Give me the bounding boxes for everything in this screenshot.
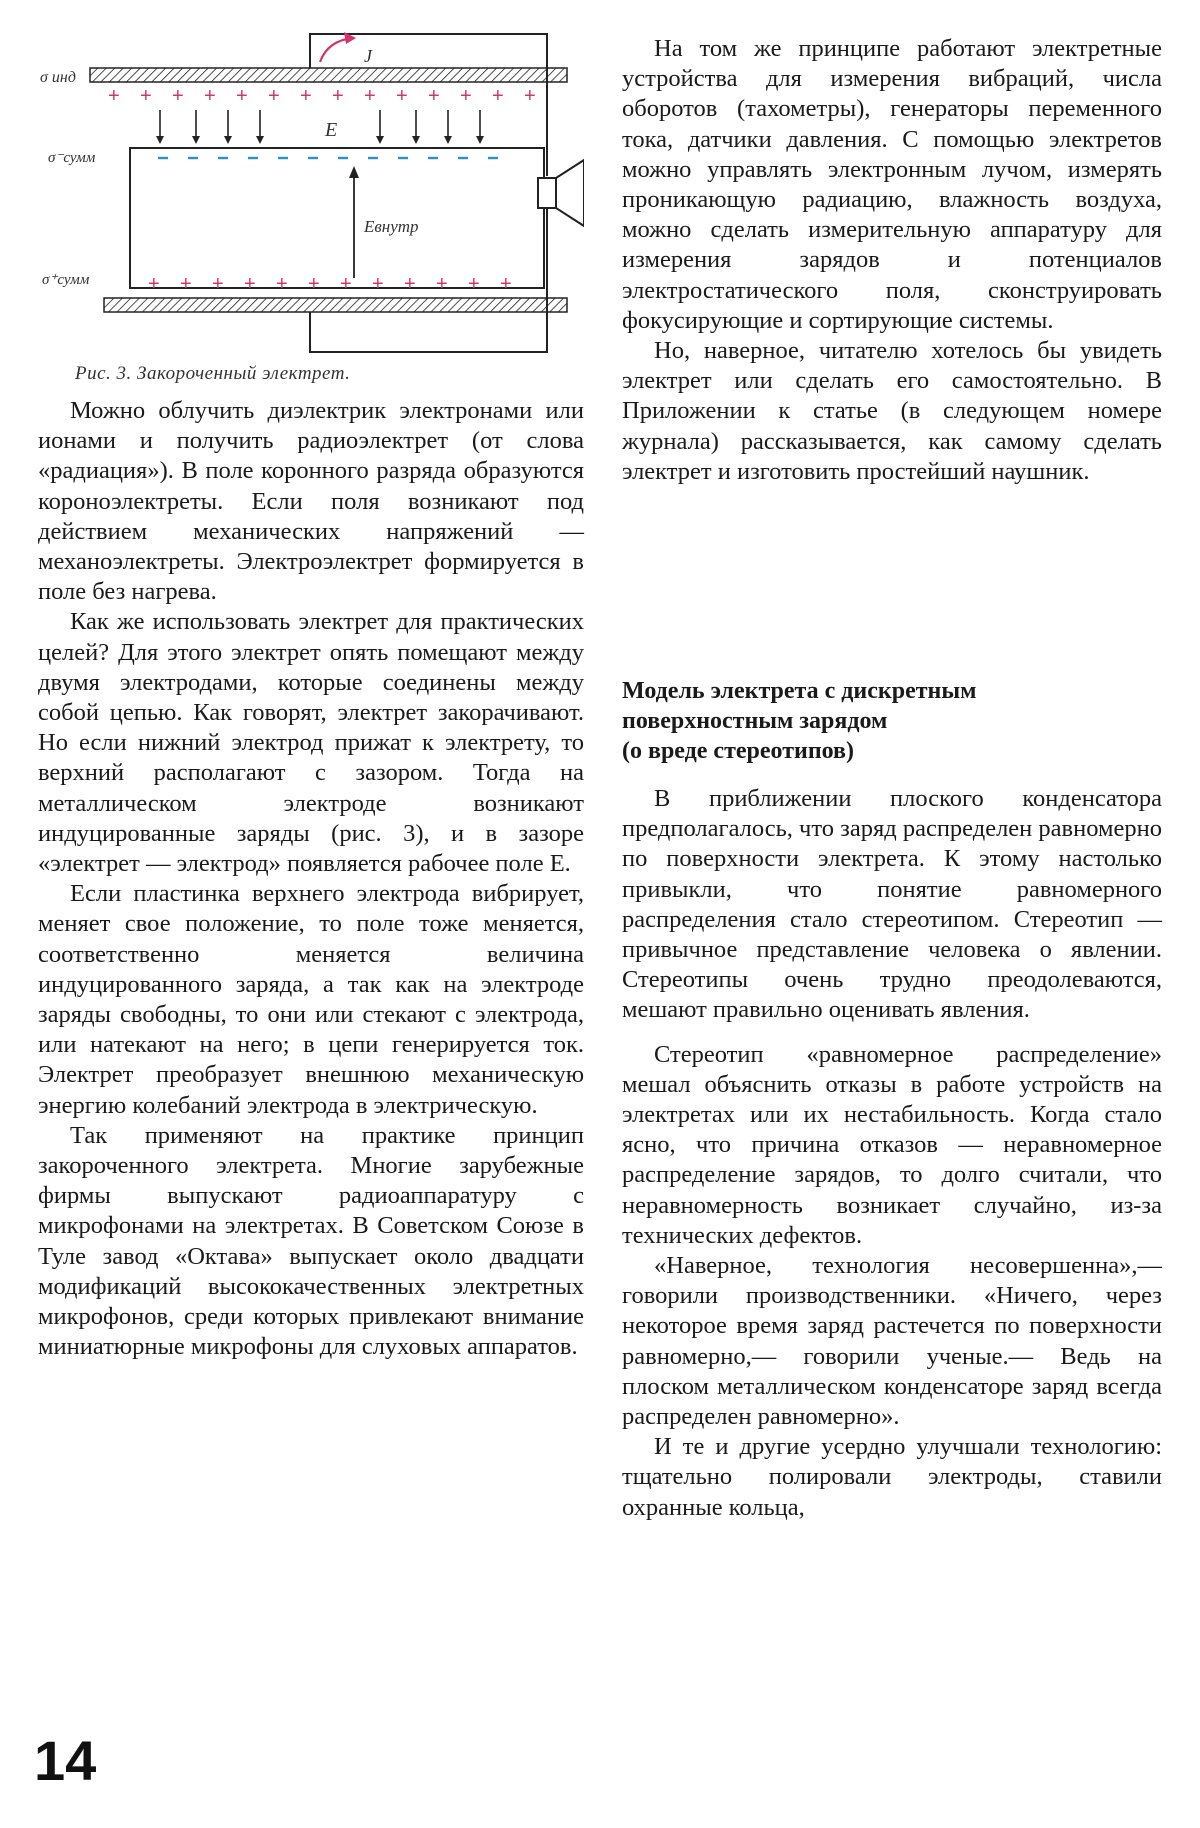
paragraph: В приближении плоского конденсатора предполагалось, что заряд распределен равномерно по поверхности электрета. К этому настолько привыкли, что понятие равномерного распределения стало стереотипом. Стереотип — привычное представление человека о явлении. Стереотипы очень трудно преодолеваются, мешают правильно оценивать явления. [622, 785, 1162, 1024]
svg-text:+: + [500, 273, 512, 295]
paragraph: На том же принципе работают электретные устройства для измерения вибраций, числа оборотов (тахометры), генераторы переменного тока, датчики давления. С помощью электретов можно управлять электронным лучом, измерять проникающую радиацию, влажность воздуха, можно сделать измерительную аппаратуру для измерения зарядов и потенциалов электростатического поля, сконструировать фокусирующие и сортирующие системы. [622, 35, 1162, 334]
paragraph: «Наверное, технология несовершенна»,— говорили производственники. «Ничего, через некоторое время заряд растечется по поверхности равномерно,— говорили ученые.— Ведь на плоском металлическом конденсаторе заряд всегда распределен равномерно». [622, 1252, 1162, 1431]
svg-text:+: + [428, 85, 440, 107]
svg-text:+: + [172, 85, 184, 107]
label-sigma-plus: σ⁺сумм [42, 272, 90, 288]
svg-text:+: + [308, 273, 320, 295]
left-column [38, 0, 584, 1361]
label-J: J [364, 46, 372, 66]
svg-text:+: + [212, 273, 224, 295]
figure-shorted-electret [38, 0, 584, 390]
paragraph: Так применяют на практике принцип закороченного электрета. Многие зарубежные фирмы выпускают радиоаппаратуру с микрофонами на электретах. В Советском Союзе в Туле завод «Октава» выпускает около двадцати модификаций высококачественных электретных микрофонов, среди которых привлекают внимание миниатюрные микрофоны для слуховых аппаратов. [38, 1121, 584, 1361]
paragraph: И те и другие усердно улучшали технологию: тщательно полировали электроды, ставили охранные кольца, [622, 1433, 1162, 1521]
label-E-inner: Eвнутр [364, 217, 419, 236]
heading-line: Модель электрета с дискретным [622, 678, 977, 704]
label-sigma-ind: σ инд [40, 69, 76, 86]
svg-text:+: + [140, 85, 152, 107]
paragraph: Как же использовать электрет для практических целей? Для этого электрет опять помещают между двумя электродами, которые соединены между собой цепью. Как говорят, электрет закорачивают. Но если нижний электрод прижат к электрету, то верхний располагают с зазором. Тогда на металлическом электроде возникают индуцированные заряды (рис. 3), и в зазоре «электрет — электрод» появляется рабочее поле E. [38, 608, 584, 878]
bottom-electrode [104, 298, 567, 312]
svg-text:+: + [332, 85, 344, 107]
svg-text:+: + [492, 85, 504, 107]
svg-text:+: + [460, 85, 472, 107]
induced-charges [108, 85, 536, 107]
svg-text:+: + [396, 85, 408, 107]
figure-caption: Рис. 3. Закороченный электрет. [75, 363, 351, 384]
svg-text:+: + [364, 85, 376, 107]
page-number: 14 [34, 1729, 97, 1792]
svg-text:+: + [468, 273, 480, 295]
label-E: E [325, 119, 338, 141]
field-arrows [160, 110, 480, 138]
right-text-top [622, 34, 1162, 487]
svg-text:+: + [340, 273, 352, 295]
svg-text:+: + [180, 273, 192, 295]
svg-text:+: + [148, 273, 160, 295]
paragraph: Но, наверное, читателю хотелось бы увидеть электрет или сделать его самостоятельно. В Приложении к статье (в следующем номере журнала) рассказывается, как самому сделать электрет и изготовить простейший наушник. [622, 337, 1162, 485]
paragraph: Стереотип «равномерное распределение» мешал объяснить отказы в работе устройств на электретах или их нестабильность. Когда стало ясно, что причина отказов — неравномерное распределение зарядов, то долго считали, что неравномерность возникает случайно, из-за технических дефектов. [622, 1040, 1162, 1249]
electret-body [130, 148, 544, 288]
svg-text:+: + [300, 85, 312, 107]
svg-text:+: + [108, 85, 120, 107]
section-heading [622, 676, 1162, 766]
svg-text:+: + [436, 273, 448, 295]
svg-text:+: + [236, 85, 248, 107]
svg-text:+: + [244, 273, 256, 295]
svg-text:+: + [204, 85, 216, 107]
paragraph: Можно облучить диэлектрик электронами или ионами и получить радиоэлектрет (от слова «радиация»). В поле коронного разряда образуются короноэлектреты. Если поля возникают под действием механических напряжений — механоэлектреты. Электроэлектрет формируется в поле без нагрева. [38, 397, 584, 606]
electret-diagram [38, 0, 584, 390]
heading-line: поверхностным зарядом [622, 708, 888, 734]
top-electrode [90, 68, 567, 82]
svg-text:+: + [372, 273, 384, 295]
left-text [38, 396, 584, 1363]
svg-text:+: + [276, 273, 288, 295]
svg-text:+: + [524, 85, 536, 107]
paragraph: Если пластинка верхнего электрода вибрирует, меняет свое положение, то поле тоже меняется, соответственно меняется величина индуцированного заряда, а так как на электроде заряды свободны, то они или стекают с электрода, или натекают на него; в цепи генерируется ток. Электрет преобразует внешнюю механическую энергию колебаний электрода в электрическую. [38, 880, 584, 1119]
label-sigma-minus: σ⁻сумм [48, 150, 96, 166]
right-text-bottom [622, 784, 1162, 1523]
svg-text:+: + [404, 273, 416, 295]
svg-text:+: + [268, 85, 280, 107]
heading-line: (о вреде стереотипов) [622, 738, 855, 764]
